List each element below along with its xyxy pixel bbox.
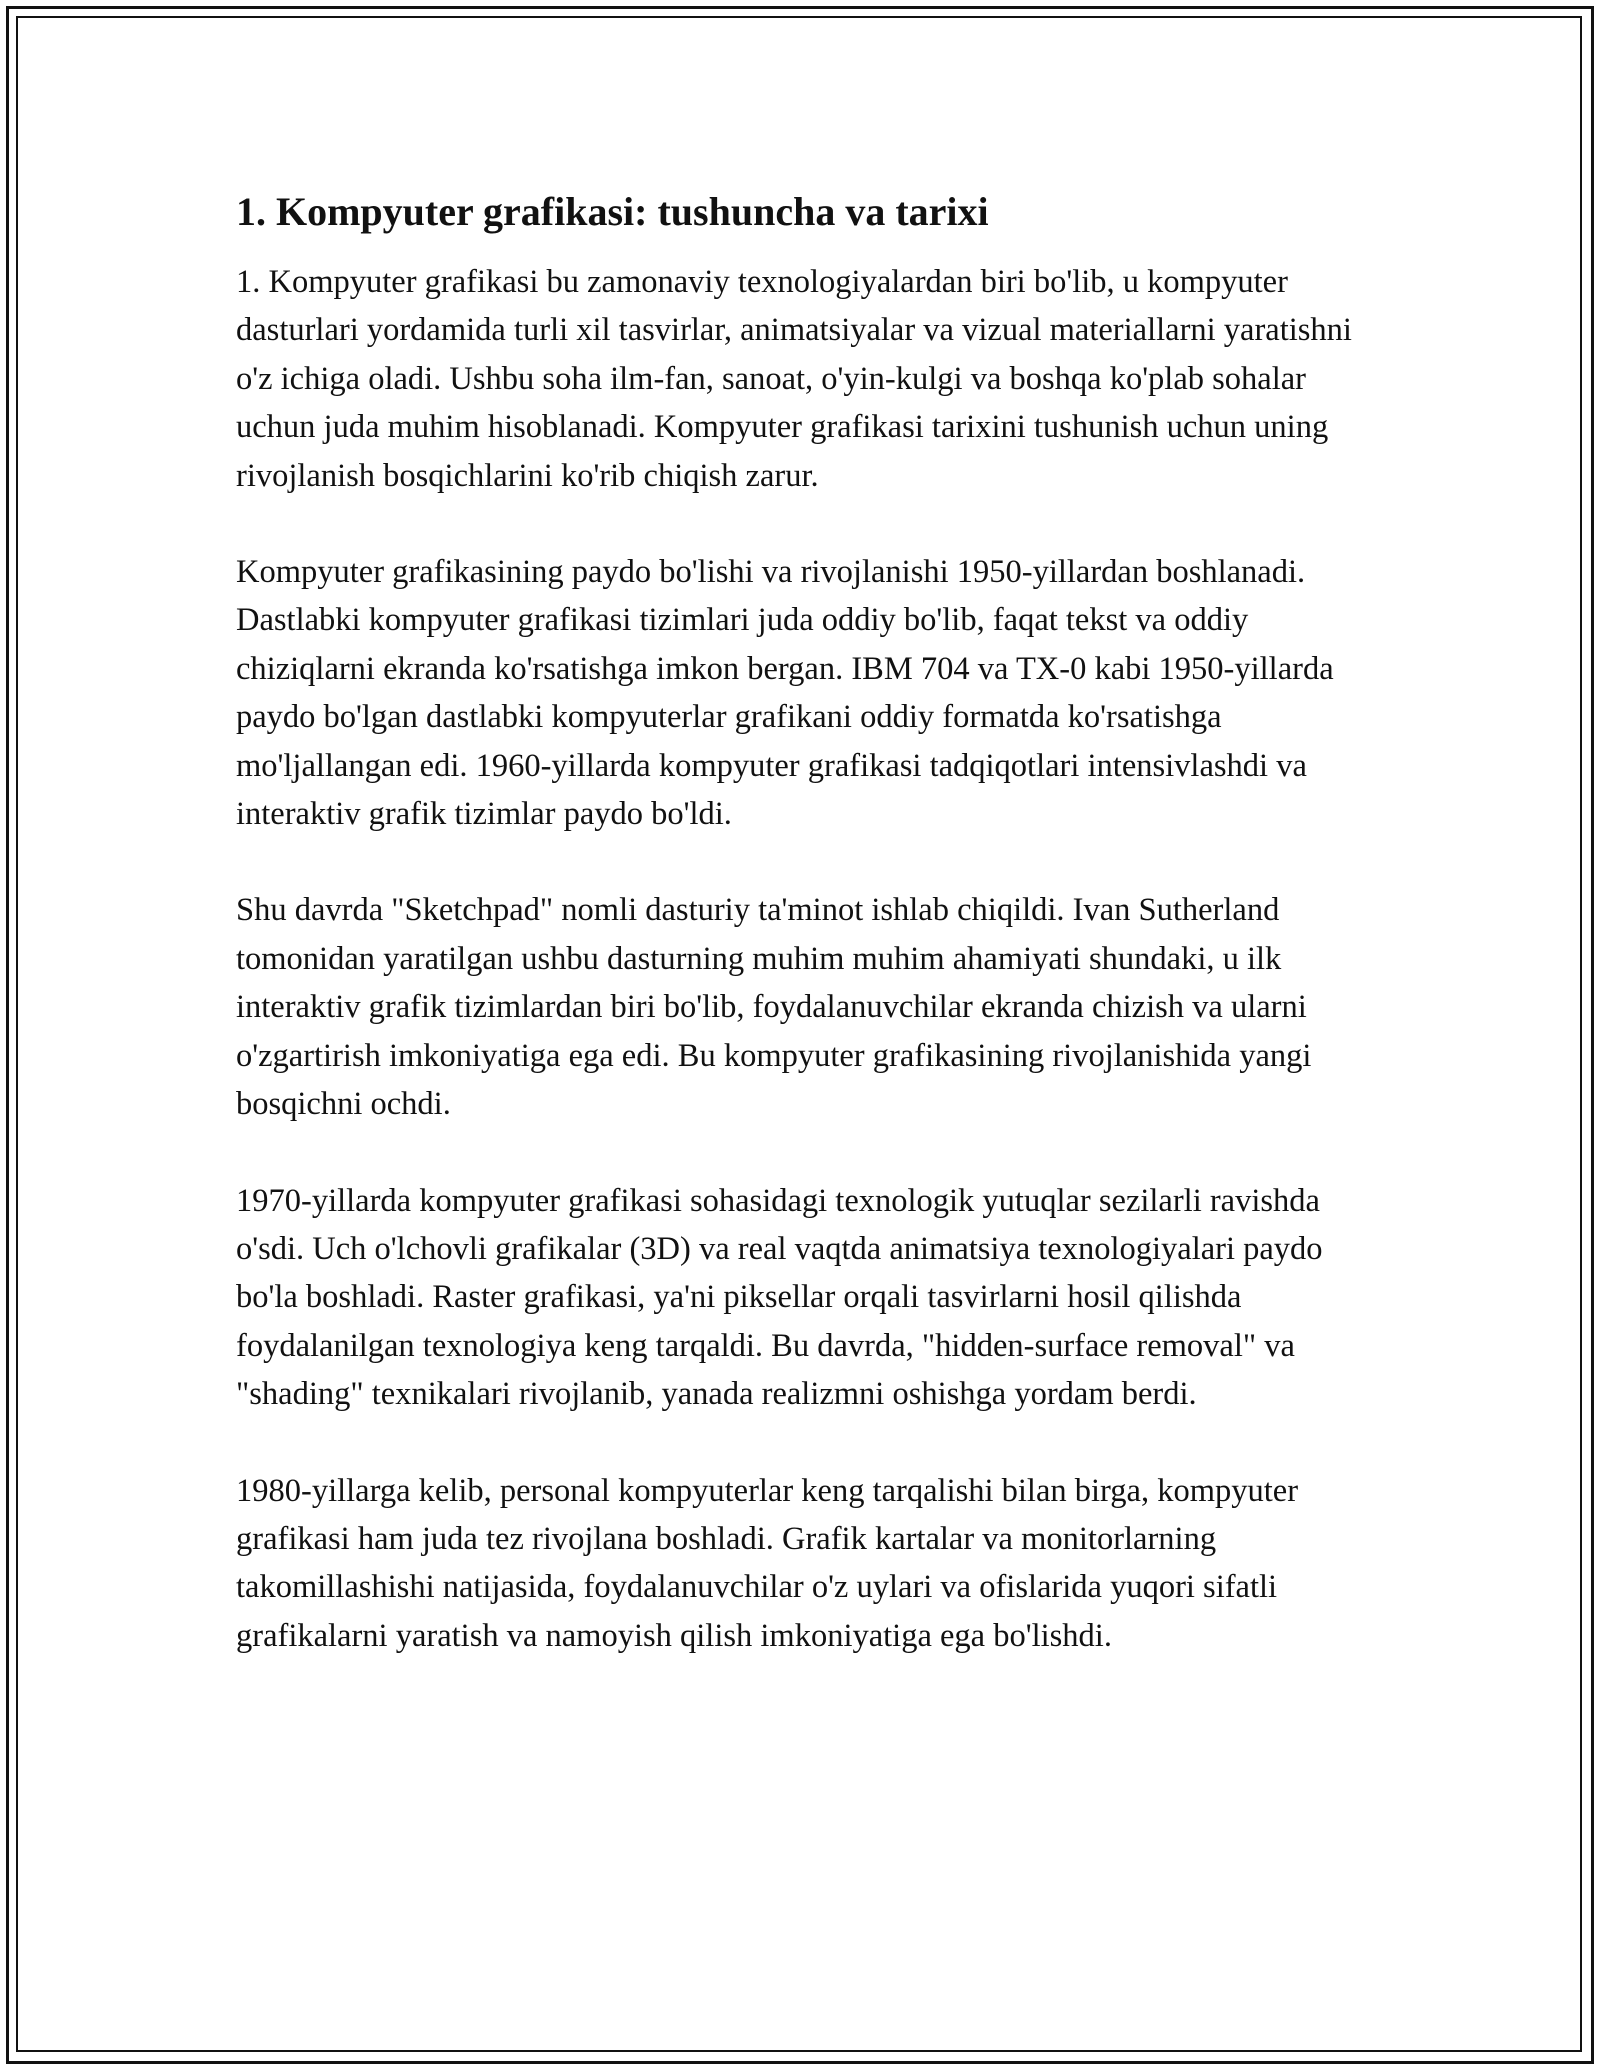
paragraph-sketchpad: Shu davrda "Sketchpad" nomli dasturiy ta'minot ishlab chiqildi. Ivan Sutherland tomonidan yaratilgan ushbu dasturning muhim muhim ahamiyati shundaki, u ilk interaktiv grafik tizimlardan biri bo'lib, foydalanuvchilar ekranda chizish va ularni o'zgartirish imkoniyatiga ega edi. Bu kompyuter grafikasining rivojlanishida yangi bosqichni ochdi. [236, 892, 1312, 1123]
page-title: 1. Kompyuter grafikasi: tushuncha va tarixi [236, 189, 989, 234]
paragraph-definition: 1. Kompyuter grafikasi bu zamonaviy texnologiyalardan biri bo'lib, u kompyuter dasturlari yordamida turli xil tasvirlar, animatsiyalar va vizual materiallarni yaratishni o'z ichiga oladi. Ushbu soha ilm-fan, sanoat, o'yin-kulgi va boshqa ko'plab sohalar uchun juda muhim hisoblanadi. Kompyuter grafikasi tarixini tushunish uchun uning rivojlanish bosqichlarini ko'rib chiqish zarur. [236, 264, 1352, 494]
paragraph-1950s: Kompyuter grafikasining paydo bo'lishi va rivojlanishi 1950-yillardan boshlanadi. Dastlabki kompyuter grafikasi tizimlari juda oddiy bo'lib, faqat tekst va oddiy chiziqlarni ekranda ko'rsatishga imkon bergan. IBM 704 va TX-0 kabi 1950-yillarda paydo bo'lgan dastlabki kompyuterlar grafikani oddiy formatda ko'rsatishga mo'ljallangan edi. 1960-yillarda kompyuter grafikasi tadqiqotlari intensivlashdi va interaktiv grafik tizimlar paydo bo'ldi. [236, 554, 1334, 833]
document-body [236, 186, 1376, 1708]
paragraph-1970s: 1970-yillarda kompyuter grafikasi sohasidagi texnologik yutuqlar sezilarli ravishda o'sdi. Uch o'lchovli grafikalar (3D) va real vaqtda animatsiya texnologiyalari paydo bo'la boshladi. Raster grafikasi, ya'ni piksellar orqali tasvirlarni hosil qilishda foydalanilgan texnologiya keng tarqaldi. Bu davrda, "hidden-surface removal" va "shading" texnikalari rivojlanib, yanada realizmni oshishga yordam berdi. [236, 1182, 1323, 1413]
paragraph-1980s: 1980-yillarga kelib, personal kompyuterlar keng tarqalishi bilan birga, kompyuter grafikasi ham juda tez rivojlana boshladi. Grafik kartalar va monitorlarning takomillashishi natijasida, foydalanuvchilar o'z uylari va ofislarida yuqori sifatli grafikalarni yaratish va namoyish qilish imkoniyatiga ega bo'lishdi. [236, 1472, 1299, 1654]
